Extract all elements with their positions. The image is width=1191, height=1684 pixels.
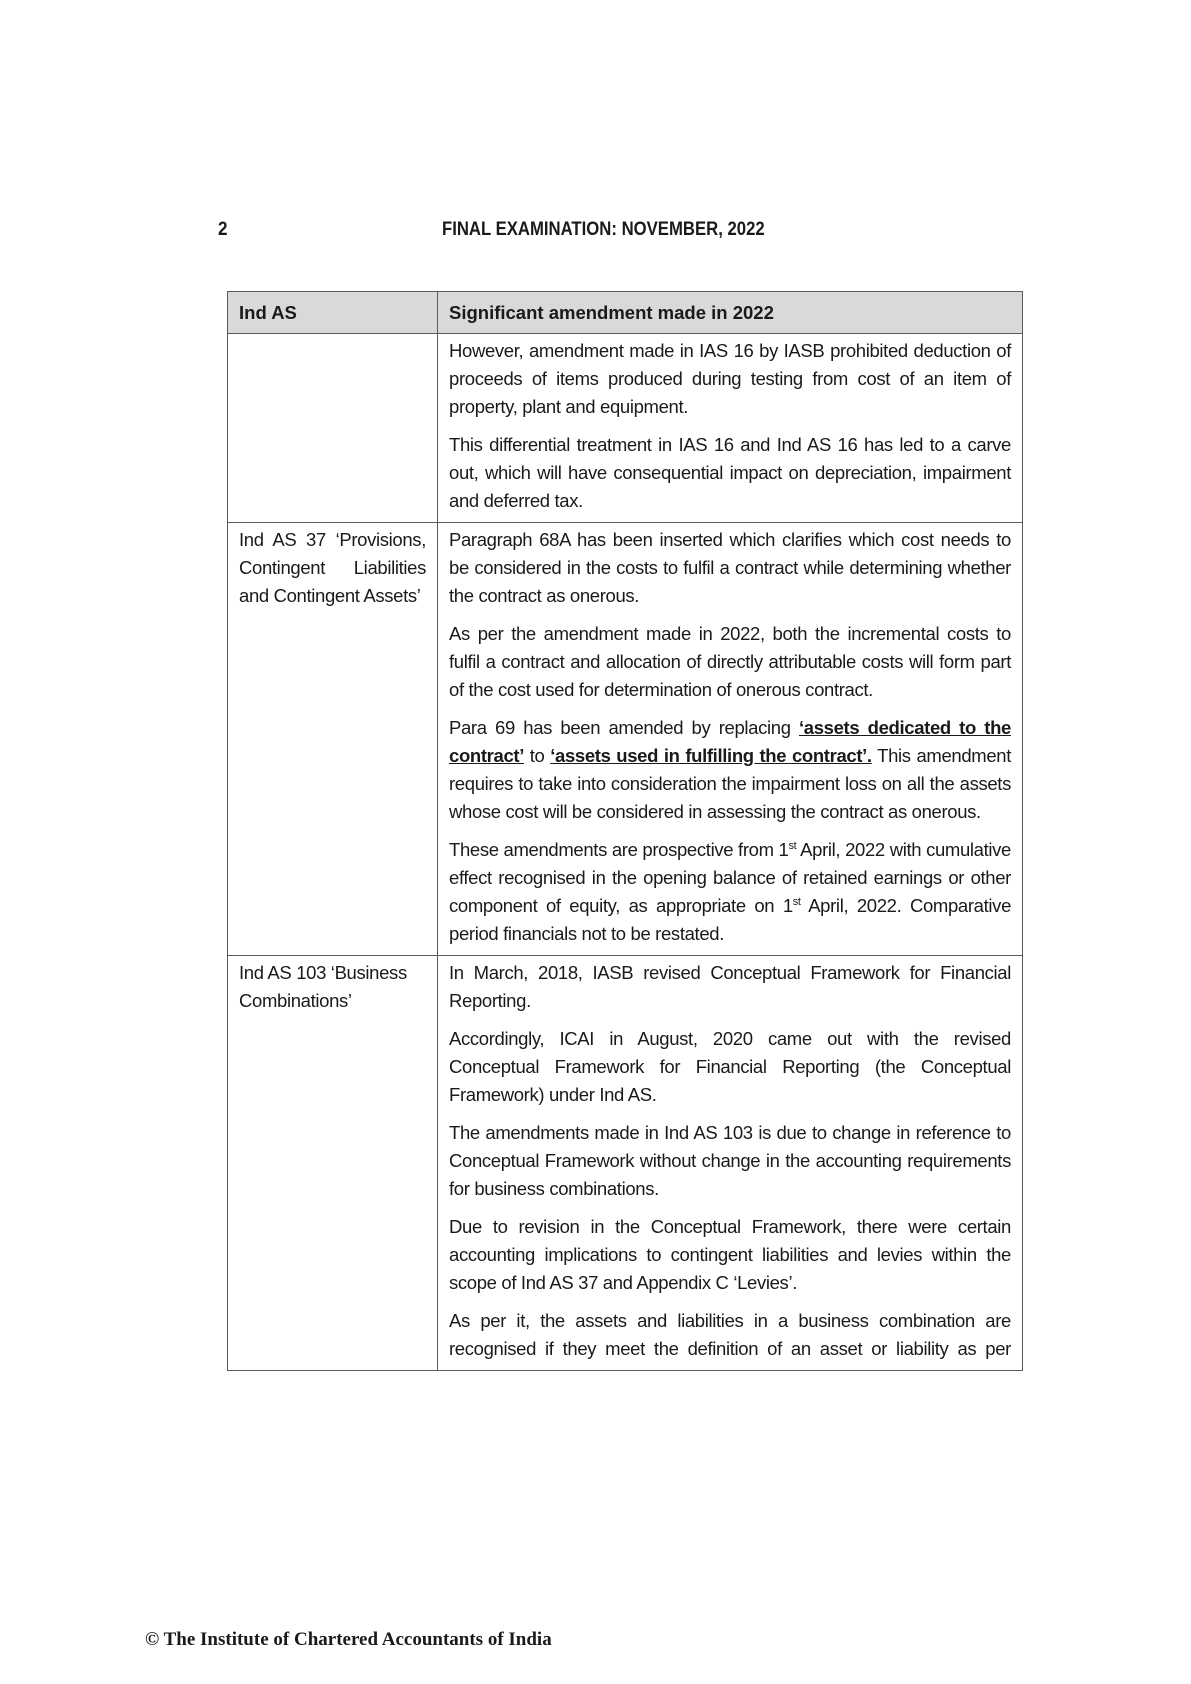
- amendment-cell: [438, 956, 1023, 1371]
- text-run: These amendments are prospective from 1: [449, 839, 789, 860]
- emphasis-text: ‘assets dedicated to the contract’: [449, 717, 1011, 766]
- amendment-paragraph: Paragraph 68A has been inserted which clarifies which cost needs to be considered in the costs to fulfil a contract while determining whether the contract as onerous.: [449, 529, 1011, 606]
- text-run: Para 69 has been amended by replacing: [449, 717, 799, 738]
- table-row: [228, 334, 1023, 523]
- ind-as-label: Ind AS 37 ‘Provisions, Contingent Liabilities and Contingent Assets’: [239, 529, 426, 606]
- ind-as-cell: [228, 956, 438, 1371]
- amendment-paragraph: Due to revision in the Conceptual Framework, there were certain accounting implications to contingent liabilities and levies within the scope of Ind AS 37 and Appendix C ‘Levies’.: [449, 1216, 1011, 1293]
- ind-as-cell: [228, 523, 438, 956]
- emphasis-text: ‘assets used in fulfilling the contract’.: [550, 745, 872, 766]
- table-row: [228, 956, 1023, 1371]
- amendment-paragraph: However, amendment made in IAS 16 by IASB prohibited deduction of proceeds of items produced during testing from cost of an item of property, plant and equipment.: [449, 340, 1011, 417]
- ordinal-superscript: st: [792, 895, 801, 908]
- text-run: This amendment requires to take into consideration the impairment loss on all the assets whose cost will be considered in assessing the contract as onerous.: [449, 745, 1012, 822]
- text-run: April, 2022 with cumulative effect recognised in the opening balance of retained earnings or other component of equity, as appropriate on 1: [449, 839, 1012, 916]
- table-row: [228, 523, 1023, 956]
- amendment-paragraph: The amendments made in Ind AS 103 is due to change in reference to Conceptual Framework without change in the accounting requirements for business combinations.: [449, 1122, 1011, 1199]
- copyright-footer: © The Institute of Chartered Accountants of India: [145, 1629, 552, 1650]
- amendment-paragraph: In March, 2018, IASB revised Conceptual Framework for Financial Reporting.: [449, 962, 1011, 1011]
- ind-as-cell: [228, 334, 438, 523]
- page-number: 2: [218, 219, 228, 240]
- amendment-paragraph: As per the amendment made in 2022, both the incremental costs to fulfil a contract and allocation of directly attributable costs will form part of the cost used for determination of onerous contract.: [449, 623, 1011, 700]
- amendment-paragraph: This differential treatment in IAS 16 and Ind AS 16 has led to a carve out, which will have consequential impact on depreciation, impairment and deferred tax.: [449, 434, 1011, 511]
- amendment-paragraph: Accordingly, ICAI in August, 2020 came out with the revised Conceptual Framework for Financial Reporting (the Conceptual Framework) under Ind AS.: [449, 1028, 1011, 1105]
- text-run: April, 2022. Comparative period financials not to be restated.: [449, 895, 1012, 944]
- amendment-paragraph: [449, 714, 1011, 826]
- ind-as-label: Ind AS 103 ‘Business Combinations’: [239, 962, 407, 1011]
- column-header-amendment: Significant amendment made in 2022: [438, 292, 1023, 334]
- page-header-title: FINAL EXAMINATION: NOVEMBER, 2022: [442, 219, 765, 240]
- table-header-row: [228, 292, 1023, 334]
- amendment-cell: [438, 334, 1023, 523]
- amendment-paragraph: As per it, the assets and liabilities in a business combination are recognised if they meet the definition of an asset or liability as per: [449, 1310, 1011, 1359]
- amendment-cell: [438, 523, 1023, 956]
- column-header-ind-as: Ind AS: [228, 292, 438, 334]
- ordinal-superscript: st: [788, 839, 797, 852]
- text-run: to: [523, 745, 551, 766]
- amendment-paragraph: [449, 836, 1011, 948]
- amendments-table: [227, 291, 1023, 1371]
